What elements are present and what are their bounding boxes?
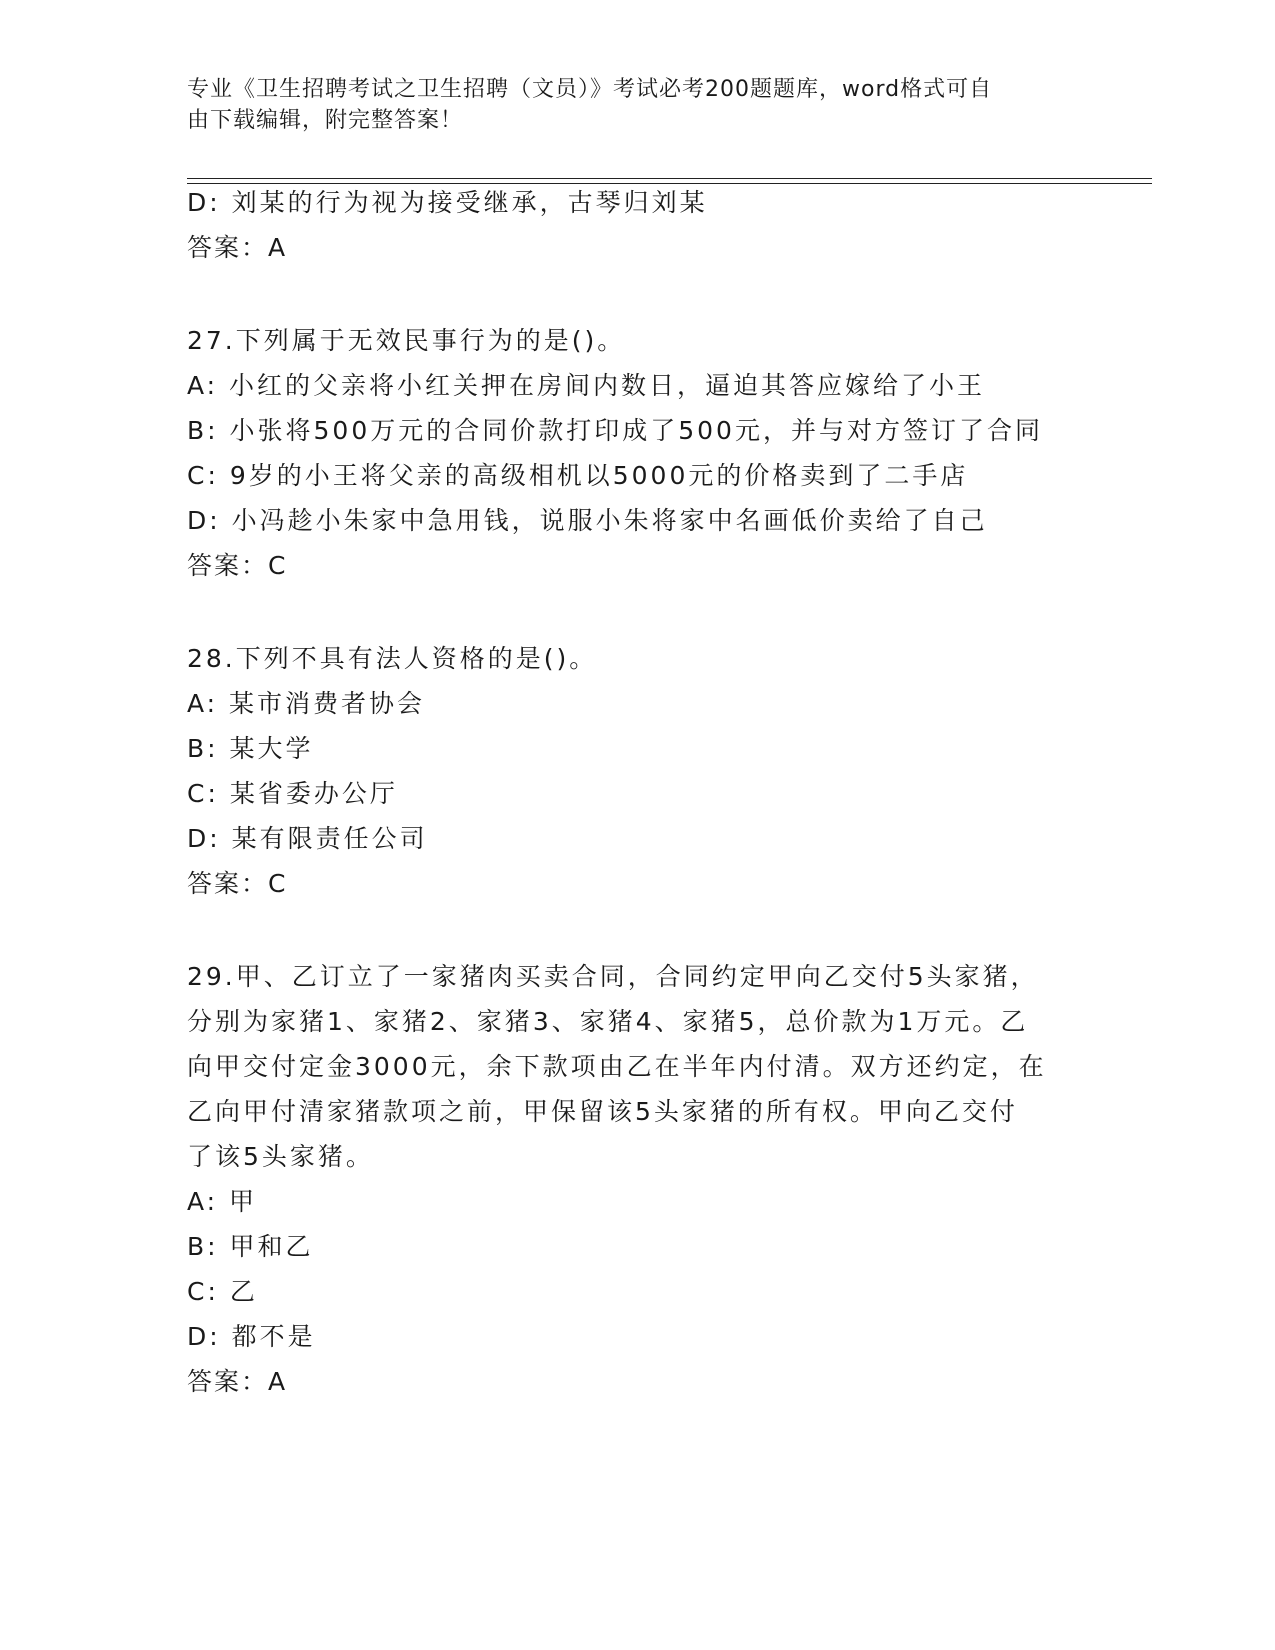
option-d: D: 都不是: [187, 1322, 316, 1351]
spacer: [187, 588, 1087, 636]
spacer: [187, 270, 1087, 318]
question-stem-line: 了该5头家猪。: [187, 1142, 374, 1171]
question-stem-line: 分别为家猪1、家猪2、家猪3、家猪4、家猪5，总价款为1万元。乙: [187, 1007, 1029, 1036]
option-a: A: 某市消费者协会: [187, 689, 426, 718]
spacer: [187, 906, 1087, 954]
option-c: C: 9岁的小王将父亲的高级相机以5000元的价格卖到了二手店: [187, 461, 969, 490]
document-header: [187, 74, 1087, 136]
option-d: D: 刘某的行为视为接受继承，古琴归刘某: [187, 188, 708, 217]
option-b: B: 某大学: [187, 734, 314, 763]
header-line-2: 由下载编辑，附完整答案！: [187, 108, 464, 133]
question-stem: 27.下列属于无效民事行为的是()。: [187, 326, 626, 355]
question-stem-line: 29.甲、乙订立了一家猪肉买卖合同，合同约定甲向乙交付5头家猪，: [187, 962, 1039, 991]
option-c: C: 乙: [187, 1277, 258, 1306]
option-d: D: 小冯趁小朱家中急用钱，说服小朱将家中名画低价卖给了自己: [187, 506, 988, 535]
question-stem-line: 向甲交付定金3000元，余下款项由乙在半年内付清。双方还约定，在: [187, 1052, 1047, 1081]
answer-line: 答案：C: [187, 551, 288, 580]
question-stem: 28.下列不具有法人资格的是()。: [187, 644, 598, 673]
option-a: A: 甲: [187, 1187, 258, 1216]
document-body: [187, 180, 1087, 1404]
header-rule-top: [187, 178, 1152, 179]
header-line-1: 专业《卫生招聘考试之卫生招聘（文员）》考试必考200题题库，word格式可自: [187, 77, 993, 102]
answer-line: 答案：A: [187, 233, 288, 262]
option-a: A: 小红的父亲将小红关押在房间内数日，逼迫其答应嫁给了小王: [187, 371, 986, 400]
option-d: D: 某有限责任公司: [187, 824, 428, 853]
option-c: C: 某省委办公厅: [187, 779, 398, 808]
question-stem-line: 乙向甲付清家猪款项之前，甲保留该5头家猪的所有权。甲向乙交付: [187, 1097, 1018, 1126]
answer-line: 答案：C: [187, 869, 288, 898]
option-b: B: 小张将500万元的合同价款打印成了500元，并与对方签订了合同: [187, 416, 1043, 445]
option-b: B: 甲和乙: [187, 1232, 314, 1261]
answer-line: 答案：A: [187, 1367, 288, 1396]
